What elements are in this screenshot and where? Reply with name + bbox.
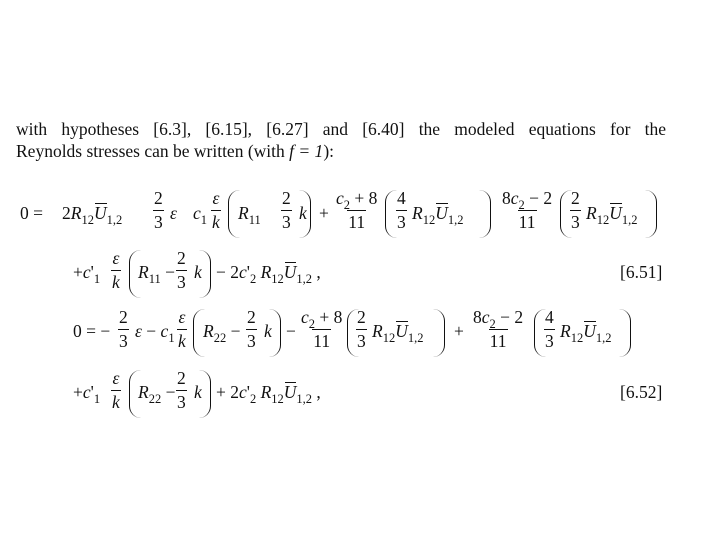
equation-6-52: 0 = − $\frac{2}{3}$ $\varepsilon - c_1$ $\frac{\varepsilon}{k}$ $R_{22}$ − $\frac{2}{3}$ k − $\frac{c_2 + 8}{11}$ $\frac{2}{3}$ $R_{12}U_{1,2}$ + $\frac{8c_2 - 2}{11}$ $\frac{4}{3}$ $R_{12}U_{1,2}$ $+c'_1$ $\frac{\varepsilon}{k}$ $R_{22}$ − $\frac{2}{3}$ k + $2c'_2$ $R_{12}U_{1,2}$ , [6.52] bbox=[0, 0, 720, 540]
equation-tag: [6.52] bbox=[620, 382, 663, 402]
intro-line-1: with hypotheses [6.3], [6.15], [6.27] and [6.40] the modeled equations for the bbox=[16, 119, 666, 139]
equation-tag: [6.51] bbox=[620, 262, 663, 282]
intro-line-2: Reynolds stresses can be written (with f = 1): bbox=[16, 141, 335, 161]
equation-6-51: 0 = $2R_{12}U_{1,2}$ $\frac{2}{3}$ ε $c_1$ $\frac{\varepsilon}{k}$ $R_{11}$ $\frac{2}{3}$ k + $\frac{c_2 + 8}{11}$ $\frac{4}{3}$ $R_{12}U_{1,2}$ $\frac{8c_2 - 2}{11}$ $\frac{2}{3}$ $R_{12}U_{1,2}$ $+c'_1$ $\frac{\varepsilon}{k}$ $R_{11}$ − $\frac{2}{3}$ k − $2c'_2$ $R_{12}U_{1,2}$ , [6.51] bbox=[0, 0, 720, 540]
